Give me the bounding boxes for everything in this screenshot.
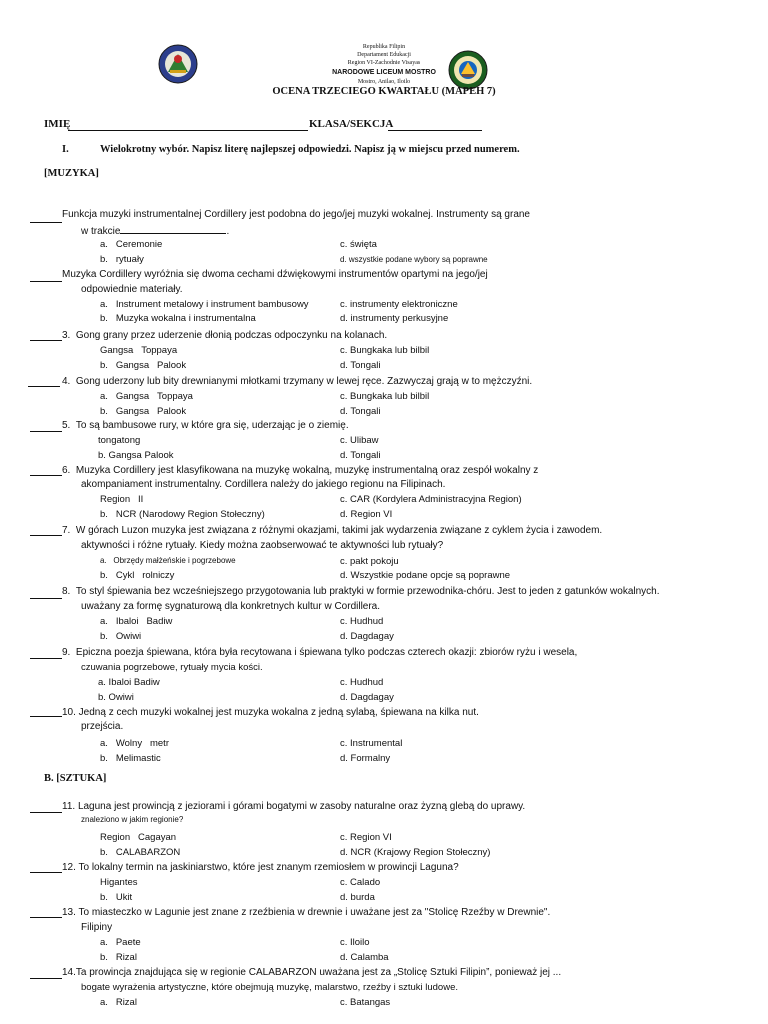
option-d: d. Dagdagay [340,631,394,642]
answer-blank[interactable] [30,281,62,282]
question-3: 3. Gong grany przez uderzenie dłonią podczas odpoczynku na kolanach. [62,330,388,341]
section-music: [MUZYKA] [44,168,99,179]
header-address: Mostro, Anilao, Iloilo [357,79,411,85]
option-a: a. Ceremonie [100,239,163,250]
answer-blank[interactable] [30,431,62,432]
answer-blank[interactable] [30,222,62,223]
question-8: 8. To styl śpiewania bez wcześniejszego przygotowania lub praktyki w formie przewodnika-chóru. Jest to jeden z gatunków wokalnych. [62,586,660,597]
option-d: d. NCR (Krajowy Region Stołeczny) [340,847,491,858]
section-art: B. [SZTUKA] [44,773,107,784]
question-11: 11. Laguna jest prowincją z jeziorami i górami bogatymi w zasoby naturalne oraz żyzną glebą do uprawy. [62,801,526,812]
header-school: NARODOWE LICEUM MOSTRO [332,69,436,76]
question-14-cont: bogate wyrażenia artystyczne, które obejmują muzykę, malarstwo, rzeźby i sztuki ludowe. [81,982,458,993]
option-b: b. Cykl rolniczy [100,570,175,581]
option-d: d. Tongali [340,406,381,417]
option-a: a. Obrzędy małżeńskie i pogrzebowe [100,556,236,565]
question-7-cont: aktywności i różne rytuały. Kiedy można zaobserwować te aktywności lub rytuały? [81,540,444,551]
answer-blank[interactable] [30,812,62,813]
answer-blank[interactable] [30,872,62,873]
option-b: b. Rizal [100,952,137,963]
question-6: 6. Muzyka Cordillery jest klasyfikowana na muzykę wokalną, muzykę instrumentalną oraz zespół wokalny z [62,465,539,476]
option-a: a. Instrument metalowy i instrument bambusowy [100,299,309,310]
header-republic: Republika Filipin [362,44,406,50]
class-field[interactable] [388,130,482,131]
option-d: d. burda [340,892,375,903]
option-c: c. święta [340,239,377,250]
question-11-cont: znaleziono w jakim regionie? [81,815,184,824]
option-b: b. Gangsa Palook [98,450,174,461]
answer-blank[interactable] [30,716,62,717]
option-c: c. pakt pokoju [340,556,399,567]
option-b: b. Owiwi [98,692,134,703]
answer-blank[interactable] [30,658,62,659]
option-a: a. Paete [100,937,141,948]
header-region: Region VI-Zachodnie Visayas [347,60,421,66]
option-c: c. Bungkaka lub bilbil [340,391,430,402]
option-c: c. Ulibaw [340,435,379,446]
option-a: a. Ibaloi Badiw [100,616,173,627]
option-d: d. Formalny [340,753,391,764]
question-10: 10. Jedną z cech muzyki wokalnej jest muzyka wokalna z jedną sylabą, śpiewana na kilka nut. [62,707,479,718]
question-1: Funkcja muzyki instrumentalnej Cordillery jest podobna do jego/jej muzyki wokalnej. Instrumenty są grane [62,209,530,220]
option-c: c. Bungkaka lub bilbil [340,345,430,356]
question-5: 5. To są bambusowe rury, w które gra się, uderzając je o ziemię. [62,420,349,431]
option-b: b. NCR (Narodowy Region Stołeczny) [100,509,265,520]
question-13: 13. To miasteczko w Lagunie jest znane z rzeźbienia w drewnie i uważane jest za "Stolicę Rzeźby w Drewnie". [62,907,551,918]
answer-blank[interactable] [30,978,62,979]
option-c: c. Region VI [340,832,392,843]
question-14: 14.Ta prowincja znajdująca się w regionie CALABARZON uważana jest za „Stolicę Sztuki Filipin”, ponieważ jej ... [62,967,562,978]
question-12: 12. To lokalny termin na jaskiniarstwo, które jest znanym rzemiosłem w prowincji Laguna? [62,862,459,873]
option-c: c. instrumenty elektroniczne [340,299,458,310]
option-d: d. Tongali [340,450,381,461]
option-b: b. CALABARZON [100,847,181,858]
option-a: a. Wolny metr [100,738,169,749]
option-c: c. Iloilo [340,937,370,948]
option-c: c. Instrumental [340,738,403,749]
class-label: KLASA/SEKCJA [309,118,394,130]
question-13-cont: Filipiny [81,922,113,933]
option-b: b. Ukit [100,892,133,903]
question-6-cont: akompaniament instrumentalny. Cordillera należy do jakiego regionu na Filipinach. [81,479,446,490]
instruction-text: Wielokrotny wybór. Napisz literę najlepszej odpowiedzi. Napisz ją w miejscu przed numerem. [100,144,520,155]
option-a: a. Gangsa Toppaya [100,391,193,402]
answer-blank[interactable] [30,535,62,536]
option-a: a. Ibaloi Badiw [98,677,160,688]
option-c: c. Batangas [340,997,391,1008]
question-2-cont: odpowiednie materiały. [81,284,183,295]
option-b: b. Gangsa Palook [100,406,187,417]
answer-blank[interactable] [30,475,62,476]
question-7: 7. W górach Luzon muzyka jest związana z różnymi okazjami, takimi jak wydarzenia związane z cyklem życia i zawodem. [62,525,603,536]
option-d: d. Dagdagay [340,692,394,703]
header-department: Departament Edukacji [357,52,411,58]
question-2: Muzyka Cordillery wyróżnia się dwoma cechami dźwiękowymi instrumentów opartymi na jego/jej [62,269,488,280]
option-c: c. Hudhud [340,616,384,627]
name-field[interactable] [68,130,308,131]
answer-blank[interactable] [30,917,62,918]
option-c: c. Hudhud [340,677,384,688]
instruction-number: I. [62,144,69,155]
option-d: d. Tongali [340,360,381,371]
option-d: d. wszystkie podane wybory są poprawne [340,255,488,264]
option-c: c. Calado [340,877,381,888]
option-a: Region II [100,494,144,505]
option-d: d. instrumenty perkusyjne [340,313,449,324]
answer-blank[interactable] [28,386,60,387]
question-4: 4. Gong uderzony lub bity drewnianymi młotkami trzymany w lewej ręce. Zazwyczaj grają w to mężczyźni. [62,376,533,387]
answer-blank[interactable] [30,598,62,599]
question-1-cont: w trakcie . [81,226,230,237]
option-a: tongatong [98,435,141,446]
option-a: Gangsa Toppaya [100,345,178,356]
option-a: Region Cagayan [100,832,177,843]
option-a: a. Rizal [100,997,137,1008]
option-c: c. CAR (Kordylera Administracyjna Region) [340,494,522,505]
question-8-cont: uważany za formę sygnaturową dla konkretnych kultur w Cordillera. [81,601,381,612]
option-b: b. Muzyka wokalna i instrumentalna [100,313,256,324]
option-d: d. Calamba [340,952,389,963]
name-label: IMIĘ [44,118,71,130]
option-a: Higantes [100,877,138,888]
question-9: 9. Epiczna poezja śpiewana, która była recytowana i śpiewana tylko podczas czterech okazji: zbiorów ryżu i wesela, [62,647,578,658]
option-b: b. Melimastic [100,753,161,764]
page-title: OCENA TRZECIEGO KWARTAŁU (MAPEH 7) [272,86,496,97]
option-d: d. Region VI [340,509,393,520]
question-9-cont: czuwania pogrzebowe, rytuały mycia kości. [81,662,263,673]
option-b: b. rytuały [100,254,144,265]
option-d: d. Wszystkie podane opcje są poprawne [340,570,511,581]
answer-blank[interactable] [30,340,62,341]
option-b: b. Gangsa Palook [100,360,187,371]
option-b: b. Owiwi [100,631,142,642]
question-10-cont: przejścia. [81,721,124,732]
